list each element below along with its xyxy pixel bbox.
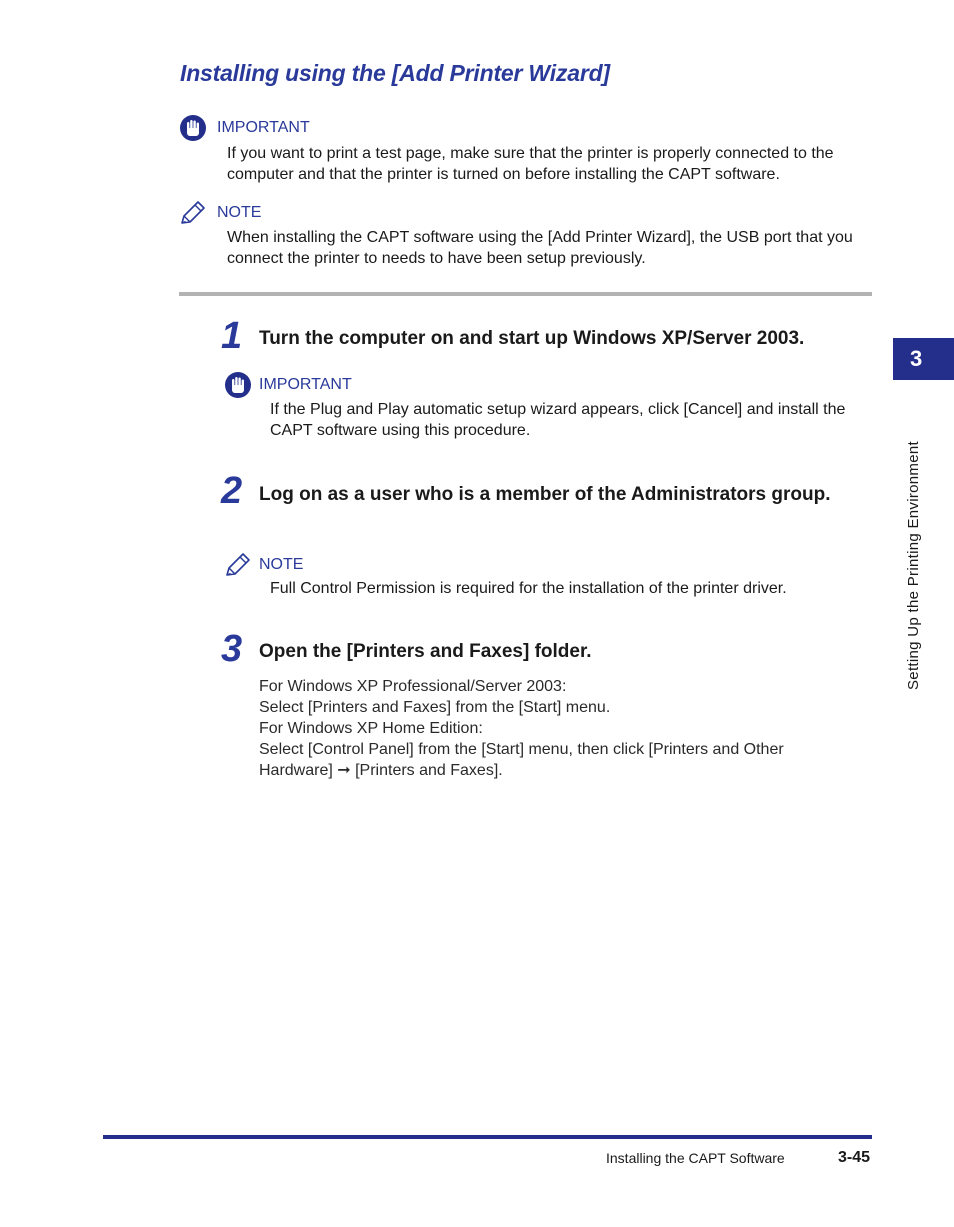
important-label: IMPORTANT (217, 119, 310, 136)
important-hand-icon (180, 115, 206, 141)
step-number: 2 (221, 470, 243, 512)
step-title: Open the [Printers and Faxes] folder. (259, 641, 592, 662)
note-pencil-icon (179, 200, 207, 226)
section-title: Installing using the [Add Printer Wizard] (180, 60, 610, 86)
note-pencil-icon (224, 552, 252, 578)
step-number: 1 (221, 315, 243, 357)
chapter-number: 3 (910, 346, 923, 371)
step-title: Turn the computer on and start up Windows XP/Server 2003. (259, 328, 805, 349)
chapter-tab (893, 338, 954, 380)
note-label: NOTE (259, 556, 304, 573)
instruction-line: For Windows XP Home Edition: (259, 720, 483, 737)
instruction-line: Select [Control Panel] from the [Start] menu, then click [Printers and Other Hardware] ➞ [Printers and Faxes]. (259, 741, 784, 779)
footer-rule (103, 1135, 872, 1139)
important-hand-icon (225, 372, 251, 398)
note-text: When installing the CAPT software using the [Add Printer Wizard], the USB port that you connect the printer to needs to have been setup previously. (227, 229, 853, 267)
important-text: If you want to print a test page, make sure that the printer is properly connected to the computer and that the printer is turned on before installing the CAPT software. (227, 145, 834, 183)
step-title: Log on as a user who is a member of the Administrators group. (259, 484, 831, 505)
footer-section-title: Installing the CAPT Software (606, 1150, 785, 1166)
important-text: If the Plug and Play automatic setup wizard appears, click [Cancel] and install the CAPT software using this procedure. (270, 401, 846, 439)
instruction-line: For Windows XP Professional/Server 2003: (259, 678, 567, 695)
note-label: NOTE (217, 204, 262, 221)
step-number: 3 (221, 628, 243, 670)
section-divider (179, 292, 872, 296)
important-label: IMPORTANT (259, 376, 352, 393)
step-instructions (259, 676, 859, 781)
chapter-side-label: Setting Up the Printing Environment (905, 441, 922, 690)
page-number: 3-45 (838, 1149, 871, 1166)
instruction-line: Select [Printers and Faxes] from the [Start] menu. (259, 699, 611, 716)
note-text: Full Control Permission is required for the installation of the printer driver. (270, 580, 787, 597)
